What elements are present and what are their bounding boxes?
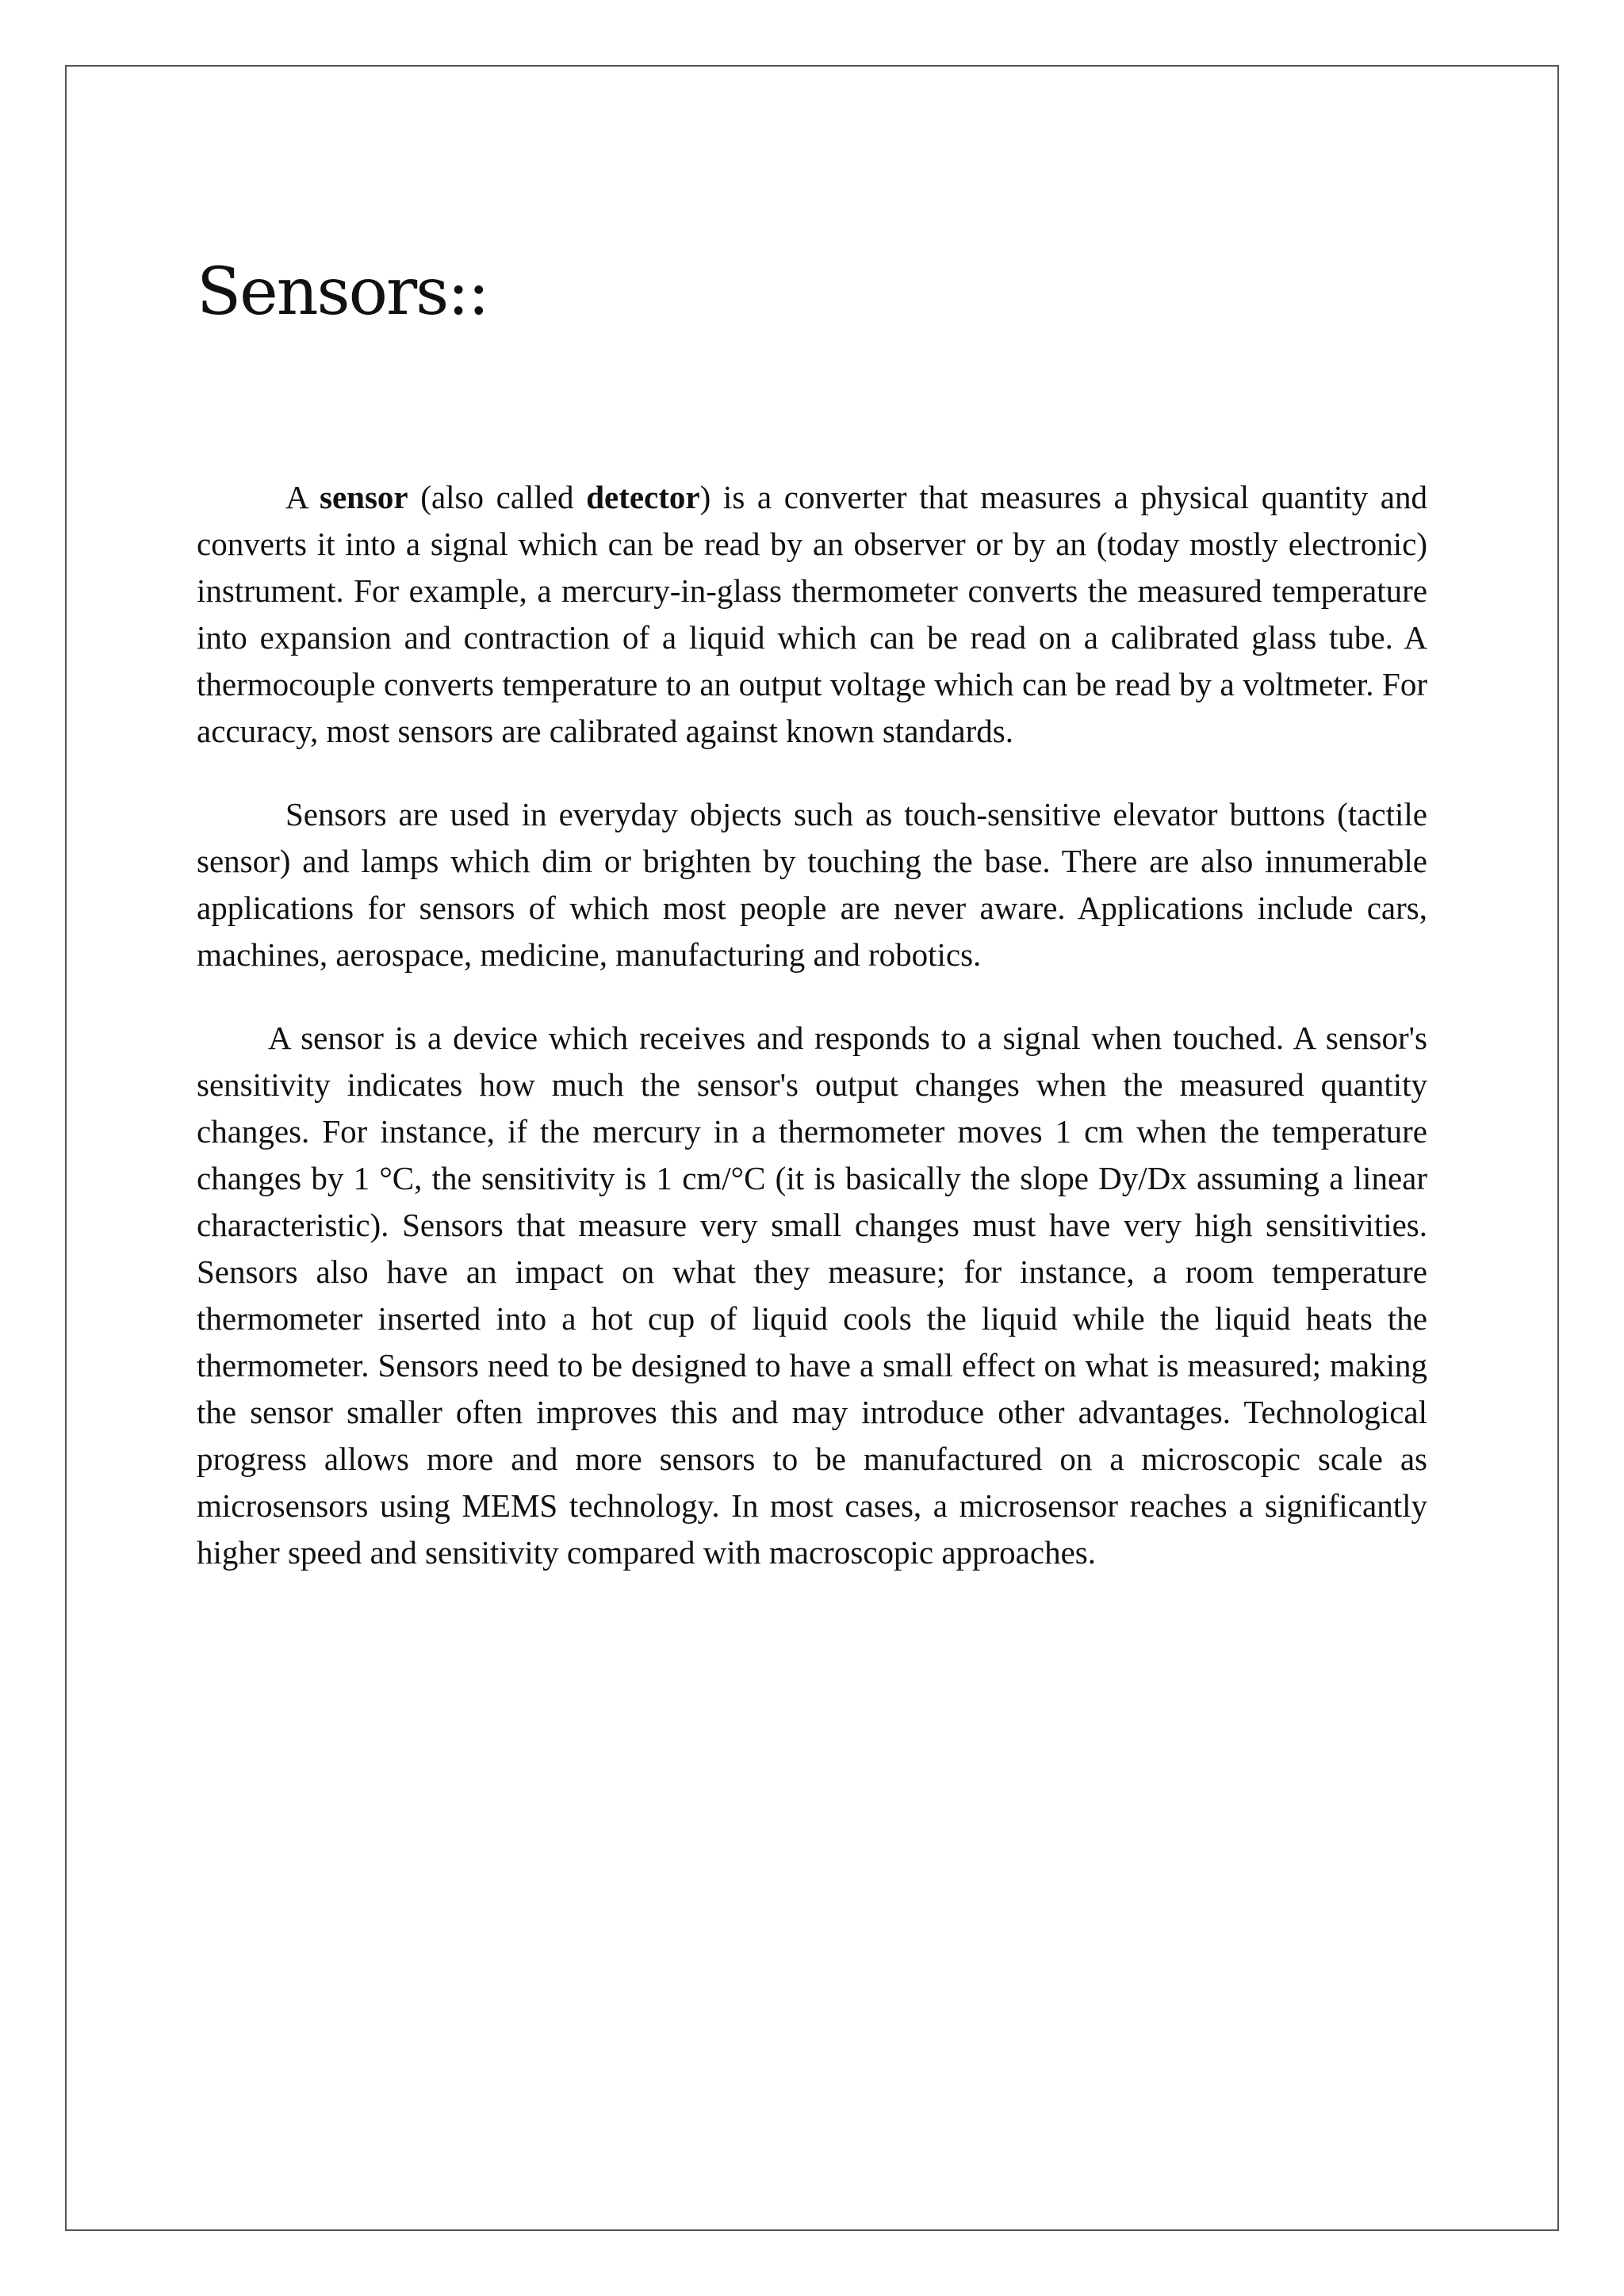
page-title: Sensors:: [197,254,488,330]
paragraph-rest-text: ) is a converter that measures a physical quantity and converts it into a signal which can be read by an observer or by an (today mostly electronic) instrument. For example, a mercury-in-glass thermometer converts the measured temperature into expansion and contraction of a liquid which can be read on a calibrated glass tube. A thermocouple converts temperature to an output voltage which can be read by a voltmeter. For accuracy, most sensors are calibrated against known standards. [197,479,1427,749]
paragraph-sensor-sensitivity: A sensor is a device which receives and responds to a signal when touched. A sensor's sensitivity indicates how much the sensor's output changes when the measured quantity changes. For instance, if the mercury in a thermometer moves 1 cm when the temperature changes by 1 °C, the sensitivity is 1 cm/°C (it is basically the slope Dy/Dx assuming a linear characteristic). Sensors that measure very small changes must have very high sensitivities. Sensors also have an impact on what they measure; for instance, a room temperature thermometer inserted into a hot cup of liquid cools the liquid while the liquid heats the thermometer. Sensors need to be designed to have a small effect on what is measured; making the sensor smaller often improves this and may introduce other advantages. Technological progress allows more and more sensors to be manufactured on a microscopic scale as microsensors using MEMS technology. In most cases, a microsensor reaches a significantly higher speed and sensitivity compared with macroscopic approaches. [197,1020,1427,1571]
paragraph-mid-text: (also called [408,479,587,515]
paragraph-sensor-uses: Sensors are used in everyday objects such as touch-sensitive elevator buttons (tactile sensor) and lamps which dim or brighten by touching the base. There are also innumerable applications for sensors of which most people are never aware. Applications include cars, machines, aerospace, medicine, manufacturing and robotics. [197,796,1427,973]
paragraph-sensor-definition [197,474,1427,755]
paragraph-lead-text: A [285,479,320,515]
document-body [197,254,1427,1576]
term-detector: detector [586,479,700,515]
term-sensor: sensor [320,479,408,515]
